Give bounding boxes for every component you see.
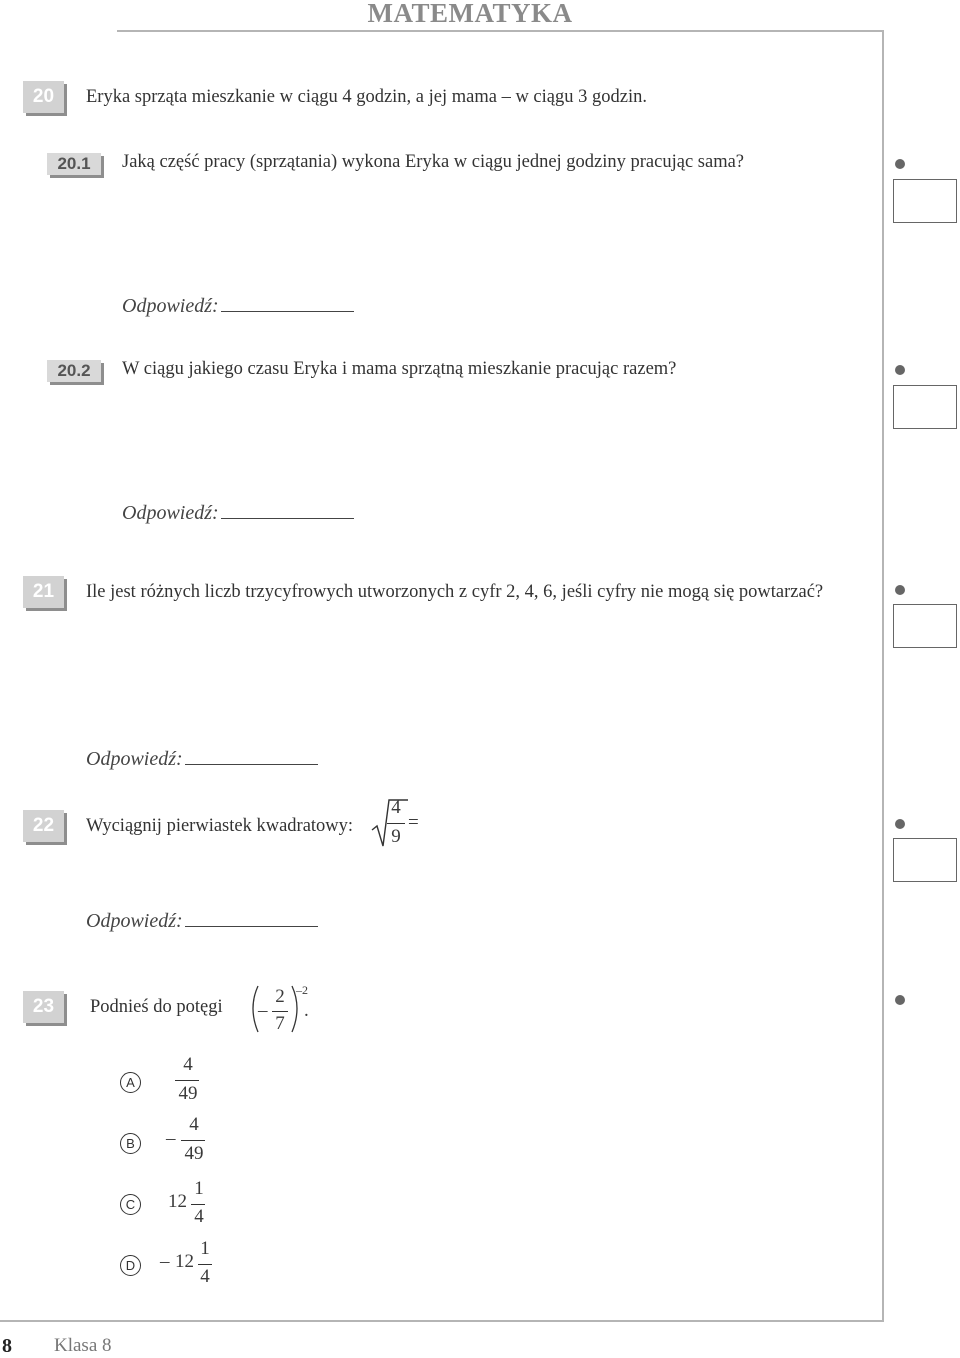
expr-fraction-bar (272, 1011, 288, 1012)
expr-exponent: –2 (296, 983, 308, 997)
score-box-20-2[interactable] (893, 385, 957, 429)
option-c-numerator: 1 (194, 1178, 204, 1199)
task-20-1-answer (122, 295, 354, 318)
option-d-whole: 12 (175, 1251, 194, 1272)
option-d-sign: – (160, 1251, 170, 1272)
option-a-denominator: 49 (178, 1083, 198, 1104)
expr-period: . (304, 1000, 309, 1021)
sqrt-numerator: 4 (391, 797, 401, 818)
score-dot (895, 585, 905, 595)
task-20-2-answer (122, 502, 354, 525)
option-c-denominator: 4 (194, 1206, 204, 1227)
option-b-letter[interactable]: B (120, 1133, 141, 1154)
task-21-answer (86, 748, 318, 771)
score-dot (895, 159, 905, 169)
footer-label: Klasa 8 (54, 1335, 112, 1356)
answer-label: Odpowiedź: (86, 748, 183, 770)
page-number: 8 (2, 1335, 12, 1357)
task-20-1-badge: 20.1 (47, 153, 101, 175)
option-c-whole: 12 (168, 1191, 187, 1212)
task-20-2-badge: 20.2 (47, 360, 101, 382)
option-a-fraction-bar (175, 1080, 199, 1081)
option-b-denominator: 49 (184, 1143, 204, 1164)
task-20-2-text: W ciągu jakiego czasu Eryka i mama sprzątną mieszkanie pracując razem? (122, 359, 677, 379)
task-20-text: Eryka sprząta mieszkanie w ciągu 4 godzin, a jej mama – w ciągu 3 godzin. (86, 87, 647, 107)
sqrt-denominator: 9 (391, 826, 401, 847)
answer-line[interactable] (221, 310, 354, 312)
answer-line[interactable] (185, 763, 318, 765)
task-23-badge: 23 (23, 991, 64, 1023)
score-box-22[interactable] (893, 838, 957, 882)
expr-minus: – (258, 1000, 268, 1021)
frame-right-rule (882, 30, 884, 1322)
answer-label: Odpowiedź: (86, 910, 183, 932)
option-a-letter[interactable]: A (120, 1072, 141, 1093)
option-b-fraction-bar (181, 1140, 205, 1141)
answer-line[interactable] (185, 925, 318, 927)
option-a-numerator: 4 (183, 1054, 193, 1075)
sqrt-fraction-bar (387, 823, 405, 824)
task-22-text: Wyciągnij pierwiastek kwadratowy: (86, 816, 354, 836)
task-21-text: Ile jest różnych liczb trzycyfrowych utworzonych z cyfr 2, 4, 6, jeśli cyfry nie mogą się powtarzać? (86, 582, 824, 602)
task-20-1-text: Jaką część pracy (sprzątania) wykona Eryka w ciągu jednej godziny pracując sama? (122, 152, 745, 172)
task-22-badge: 22 (23, 810, 64, 842)
answer-line[interactable] (221, 517, 354, 519)
score-dot (895, 819, 905, 829)
answer-label: Odpowiedź: (122, 502, 219, 524)
option-d-numerator: 1 (200, 1238, 210, 1259)
option-d-denominator: 4 (200, 1266, 210, 1287)
option-b-sign: – (166, 1128, 176, 1149)
option-b-numerator: 4 (189, 1114, 199, 1135)
page-title: MATEMATYKA (367, 0, 573, 28)
task-21-badge: 21 (23, 576, 64, 608)
frame-bottom-rule (0, 1320, 884, 1322)
score-box-20-1[interactable] (893, 179, 957, 223)
frame-top-rule (117, 30, 884, 32)
task-22-answer (86, 910, 318, 933)
option-d-letter[interactable]: D (120, 1255, 141, 1276)
score-dot (895, 995, 905, 1005)
expr-denominator: 7 (275, 1013, 285, 1034)
answer-label: Odpowiedź: (122, 295, 219, 317)
score-dot (895, 365, 905, 375)
option-c-fraction-bar (191, 1204, 205, 1205)
equals-sign: = (408, 812, 419, 833)
option-d-fraction-bar (198, 1264, 212, 1265)
task-20-badge: 20 (23, 81, 64, 113)
expr-numerator: 2 (275, 986, 285, 1007)
option-c-letter[interactable]: C (120, 1194, 141, 1215)
score-box-21[interactable] (893, 604, 957, 648)
task-23-text: Podnieś do potęgi (90, 997, 223, 1017)
